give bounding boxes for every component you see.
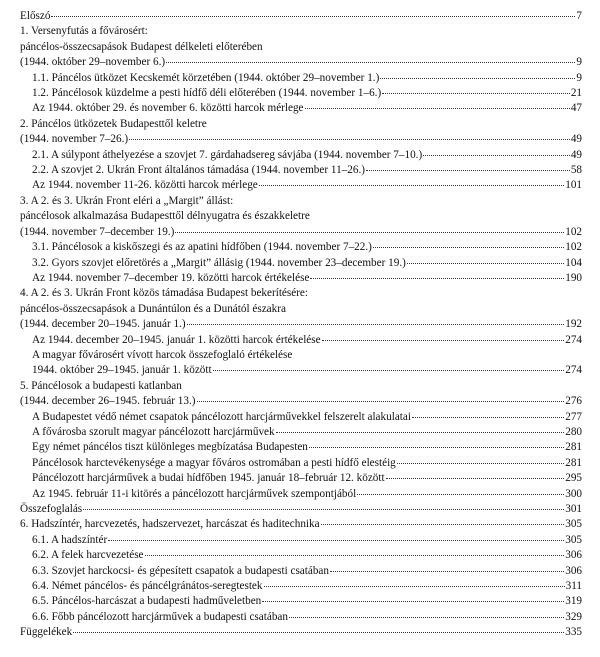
toc-entry: [20, 86, 582, 101]
dot-leader: [407, 262, 564, 264]
dot-leader: [259, 184, 564, 186]
toc-entry: [20, 148, 582, 163]
toc-page-number: 9: [576, 56, 582, 69]
toc-page-number: 301: [565, 503, 582, 515]
toc-entry: [20, 471, 582, 486]
toc-entry: [20, 533, 582, 548]
toc-entry-title: (1944. december 26–1945. február 13.): [20, 395, 196, 408]
toc-page-number: 305: [565, 518, 582, 531]
dot-leader: [264, 585, 565, 587]
dot-leader: [330, 570, 564, 572]
toc-page-number: 335: [565, 626, 582, 639]
toc-entry-title: (1944. november 7–december 19.): [20, 225, 175, 238]
toc-entry-title: Páncélosok harctevékenysége a magyar főváros ostromában a pesti hídfő elestéig: [32, 456, 396, 469]
toc-heading-line: A magyar fővárosért vívott harcok összefoglaló értékelése: [32, 348, 293, 361]
dot-leader: [423, 154, 570, 156]
toc-heading-line: páncélosok alkalmazása Budapesttől délnyugatra és északkeletre: [20, 210, 310, 223]
toc-entry: [20, 579, 582, 594]
dot-leader: [145, 554, 565, 556]
toc-entry: [20, 71, 582, 86]
dot-leader: [175, 231, 564, 233]
toc-page-number: 104: [565, 256, 582, 269]
toc-page-number: 102: [565, 241, 582, 254]
toc-entry-title: Páncélozott harcjárművek a budai hídfőben 1945. január 18–február 12. között: [32, 472, 385, 485]
toc-page-number: 280: [565, 425, 582, 438]
toc-entry-title: (1944. október 29–november 6.): [20, 56, 166, 69]
toc-entry: [20, 271, 582, 286]
dot-leader: [382, 92, 570, 94]
toc-page-number: 306: [565, 564, 582, 577]
toc-page-number: 49: [570, 148, 582, 161]
toc-entry: [20, 225, 582, 240]
toc-entry: [20, 394, 582, 409]
toc-page-number: 274: [565, 333, 582, 346]
toc-page-number: 300: [565, 487, 582, 500]
toc-heading-line: 3. A 2. és 3. Ukrán Front eléri a „Margit” állást:: [20, 194, 234, 207]
toc-entry-title: A fővárosba szorult magyar páncélozott harcjárművek: [32, 425, 275, 438]
toc-page-number: 329: [565, 610, 582, 623]
toc-entry-title: 6.6. Főbb páncélozott harcjárművek a budapesti csatában: [32, 610, 288, 623]
table-of-contents: [20, 9, 582, 641]
dot-leader: [262, 600, 564, 602]
toc-page-number: 21: [570, 87, 582, 100]
dot-leader: [322, 339, 565, 341]
toc-entry: [20, 55, 582, 70]
toc-entry-title: 6.1. A hadszíntér: [32, 533, 108, 546]
dot-leader: [83, 508, 564, 510]
toc-entry: [20, 410, 582, 425]
toc-entry-title: 6.5. Páncélos-harcászat a budapesti hadműveletben: [32, 595, 262, 608]
toc-entry-title: 1944. október 29–1945. január 1. között: [32, 364, 212, 377]
toc-heading-line: páncélos-összecsapások a Dunántúlon és a Dunától északra: [20, 302, 286, 315]
dot-leader: [276, 431, 565, 433]
toc-entry: [20, 594, 582, 609]
dot-leader: [108, 539, 564, 541]
toc-entry: [20, 132, 582, 147]
dot-leader: [187, 323, 565, 325]
toc-entry: [20, 425, 582, 440]
toc-entry-title: 2.2. A szovjet 2. Ukrán Front általános támadása (1944. november 11–26.): [32, 164, 365, 177]
toc-page-number: 276: [565, 395, 582, 408]
toc-heading-line: páncélos-összecsapások Budapest délkeleti előterében: [20, 40, 263, 53]
toc-page-number: 295: [565, 472, 582, 485]
toc-page-number: 49: [570, 133, 582, 146]
toc-entry-title: (1944. december 20–1945. január 1.): [20, 318, 186, 331]
toc-entry: [20, 564, 582, 579]
dot-leader: [310, 277, 564, 279]
toc-entry-title: 3.2. Gyors szovjet előretörés a „Margit” állásig (1944. november 23–december 19.): [32, 256, 406, 269]
toc-page-number: 281: [565, 456, 582, 469]
toc-heading-line: 1. Versenyfutás a fővárosért:: [20, 25, 148, 38]
toc-entry: [20, 256, 582, 271]
dot-leader: [289, 616, 564, 618]
toc-page-number: 311: [565, 580, 582, 593]
toc-entry-title: 2.1. A súlypont áthelyezése a szovjet 7. gárdahadsereg sávjába (1944. november 7–10.): [32, 148, 423, 161]
dot-leader: [197, 400, 565, 402]
dot-leader: [305, 107, 570, 109]
toc-entry-title: Az 1944. november 11-26. közötti harcok mérlege: [32, 179, 258, 192]
toc-entry: [20, 178, 582, 193]
toc-entry: [20, 163, 582, 178]
toc-entry-title: Az 1944. december 20–1945. január 1. közötti harcok értékelése: [32, 333, 321, 346]
toc-entry: [20, 610, 582, 625]
toc-entry: [20, 517, 582, 532]
toc-page-number: 274: [565, 364, 582, 377]
toc-entry: [20, 333, 582, 348]
toc-page-number: 190: [565, 271, 582, 284]
dot-leader: [213, 369, 565, 371]
toc-heading-line: 2. Páncélos ütközetek Budapesttől keletre: [20, 117, 207, 130]
toc-entry-title: Összefoglalás: [20, 503, 83, 515]
dot-leader: [129, 138, 570, 140]
dot-leader: [373, 246, 564, 248]
dot-leader: [366, 169, 570, 171]
toc-entry-title: Egy német páncélos tiszt különleges megbízatása Budapesten: [32, 441, 308, 454]
toc-page-number: 306: [565, 549, 582, 562]
toc-entry-title: Az 1944. november 7–december 19. közötti harcok értékelése: [32, 271, 310, 284]
dot-leader: [51, 15, 575, 17]
toc-entry-title: 1.2. Páncélosok küzdelme a pesti hídfő déli előterében (1944. november 1–6.): [32, 87, 382, 100]
toc-entry-title: Az 1945. február 11-i kitörés a páncélozott harcjárművek szempontjából: [32, 487, 357, 500]
toc-heading-line: 4. A 2. és 3. Ukrán Front közös támadása Budapest bekerítésére:: [20, 287, 309, 300]
toc-page-number: 7: [576, 10, 582, 22]
toc-entry: [20, 487, 582, 502]
toc-entry: [20, 317, 582, 332]
toc-page-number: 58: [570, 164, 582, 177]
toc-page-number: 9: [576, 71, 582, 84]
toc-entry-title: 6. Hadszíntér, harcvezetés, hadszervezet, harcászat és haditechnika: [20, 518, 320, 531]
dot-leader: [321, 523, 565, 525]
toc-entry: [20, 440, 582, 455]
dot-leader: [73, 631, 564, 633]
dot-leader: [397, 462, 564, 464]
toc-entry: [20, 625, 582, 640]
dot-leader: [309, 446, 564, 448]
toc-entry: [20, 9, 582, 24]
toc-page-number: 192: [565, 318, 582, 331]
toc-entry-title: 6.2. A felek harcvezetése: [32, 549, 144, 562]
toc-entry: [20, 548, 582, 563]
toc-entry-title: 3.1. Páncélosok a kiskőszegi és az apatini hídfőben (1944. november 7–22.): [32, 241, 372, 254]
toc-entry: [20, 502, 582, 517]
toc-entry: [20, 101, 582, 116]
toc-page-number: 102: [565, 225, 582, 238]
toc-page-number: 47: [570, 102, 582, 115]
toc-heading-line: 5. Páncélosok a budapesti katlanban: [20, 379, 182, 392]
toc-entry: [20, 363, 582, 378]
toc-entry-title: Az 1944. október 29. és november 6. közötti harcok mérlege: [32, 102, 304, 115]
toc-entry-title: 6.3. Szovjet harckocsi- és gépesített csapatok a budapesti csatában: [32, 564, 329, 577]
dot-leader: [380, 77, 575, 79]
toc-entry-title: A Budapestet védő német csapatok páncélozott harcjárművekkel felszerelt alakulatai: [32, 410, 411, 423]
toc-entry-title: 6.4. Német páncélos- és páncélgránátos-seregtestek: [32, 580, 263, 593]
toc-page-number: 281: [565, 441, 582, 454]
toc-entry-title: Függelékek: [20, 626, 73, 639]
dot-leader: [386, 477, 565, 479]
toc-entry: [20, 240, 582, 255]
toc-entry-title: 1.1. Páncélos ütközet Kecskemét körzetében (1944. október 29–november 1.): [32, 71, 380, 84]
dot-leader: [357, 493, 564, 495]
toc-entry: [20, 456, 582, 471]
toc-page-number: 305: [565, 533, 582, 546]
dot-leader: [412, 416, 564, 418]
toc-page-number: 101: [565, 179, 582, 192]
toc-entry-title: (1944. november 7–26.): [20, 133, 129, 146]
dot-leader: [166, 61, 575, 63]
toc-entry-title: Előszó: [20, 10, 51, 22]
toc-page-number: 277: [565, 410, 582, 423]
toc-page-number: 319: [565, 595, 582, 608]
